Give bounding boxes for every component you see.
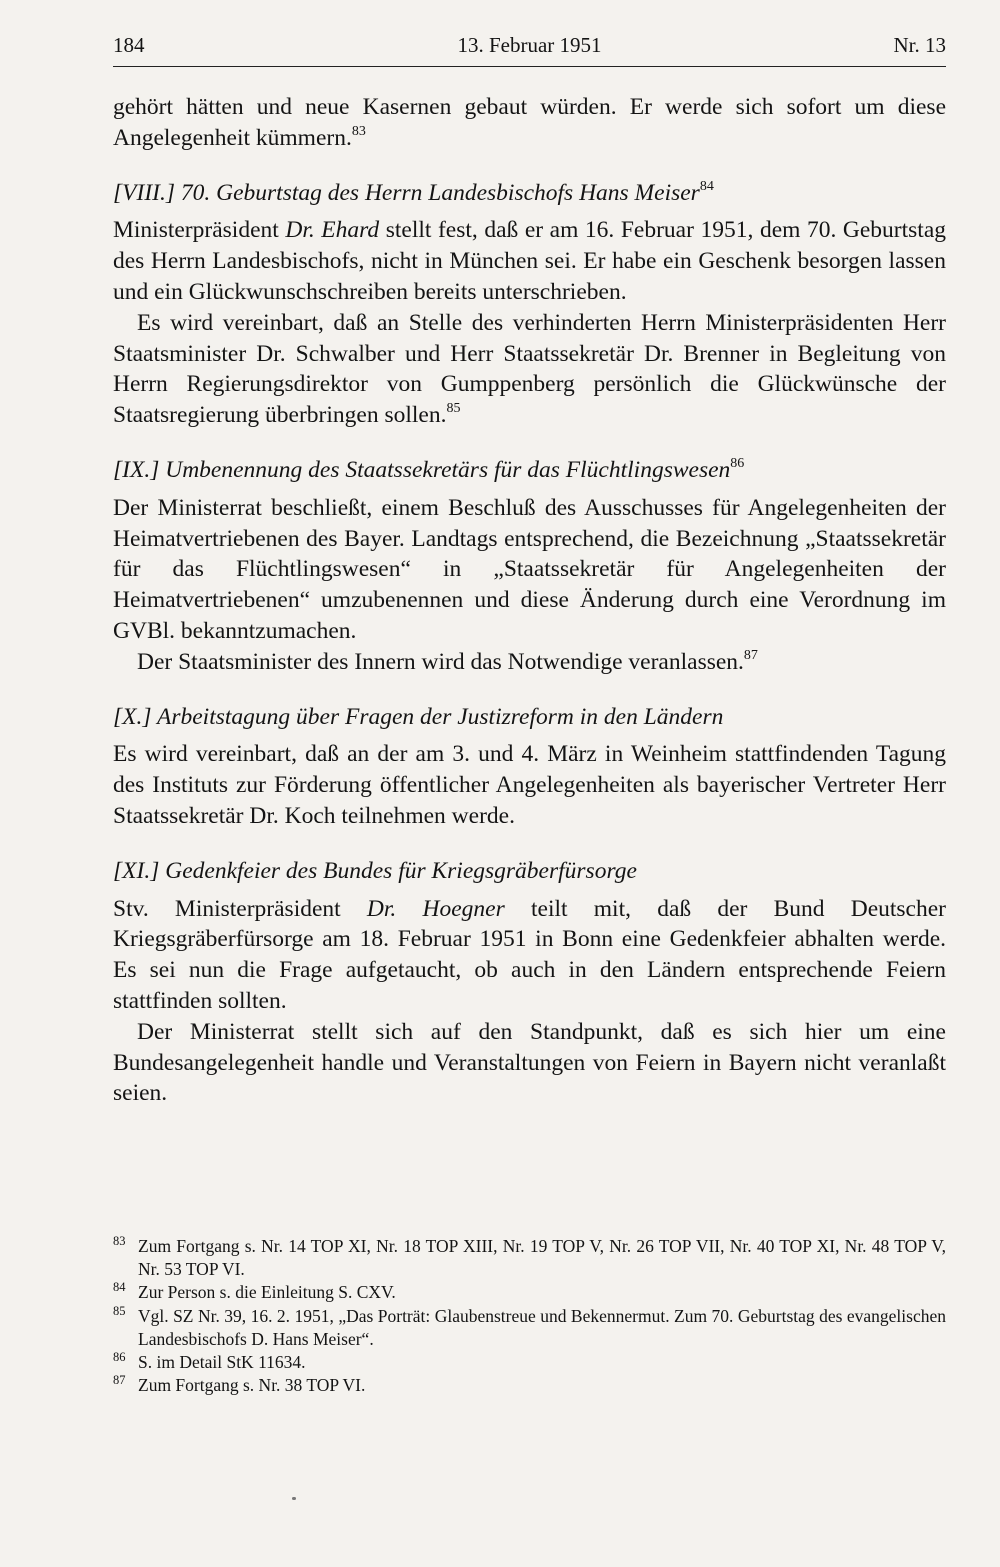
paragraph: Es wird vereinbart, daß an der am 3. und 4. März in Weinheim stattfindenden Tagung des Instituts zur Förderung öffentlicher Angelegenheiten als bayerischer Vertreter Herr Staatssekretär Dr. Koch teilnehmen werde. (113, 741, 946, 829)
footnote (113, 1351, 946, 1374)
paragraph: Der Ministerrat beschließt, einem Beschluß des Ausschusses für Angelegenheiten der Heimatvertriebenen des Bayer. Landtags entsprechend, die Bezeichnung „Staatssekretär für das Flüchtlingswesen“ in „Staatssekretär für Angelegenheiten der Heimatvertriebenen“ umzubenennen und diese Änderung durch eine Verordnung im GVBl. bekanntzumachen. (113, 494, 946, 644)
section-heading-xi: [XI.] Gedenkfeier des Bundes für Kriegsgräberfürsorge (113, 857, 637, 884)
running-header (113, 30, 946, 67)
paragraph: Ministerpräsident Dr. Ehard stellt fest, daß er am 16. Februar 1951, dem 70. Geburtstag des Herrn Landesbischofs, nicht in München sei. Er habe ein Geschenk besorgen lassen und ein Glückwunschschreiben bereits unterschrieben. (113, 217, 947, 305)
footnotes (113, 1235, 946, 1397)
footnote-number: 83 (113, 1234, 126, 1248)
footnote-ref[interactable]: 85 (446, 401, 461, 417)
section-heading-x: [X.] Arbeitstagung über Fragen der Justizreform in den Ländern (113, 703, 724, 730)
issue-number: Nr. 13 (893, 33, 946, 57)
paragraph: Es wird vereinbart, daß an Stelle des verhinderten Herrn Ministerpräsidenten Herr Staatsminister Dr. Schwalber und Herr Staatssekretär Dr. Brenner in Begleitung von Herrn Regierungsdirektor von Gumppenberg persönlich die Glückwünsche der Staatsregierung überbringen sollen.$^{85}$ (113, 309, 946, 429)
footnote-text: Zum Fortgang s. Nr. 38 TOP VI. (138, 1375, 366, 1396)
main-text (113, 92, 946, 1109)
paragraph: Der Staatsminister des Innern wird das Notwendige veranlassen.$^{87}$ (137, 647, 758, 675)
footnote-number: 86 (113, 1350, 126, 1365)
paragraph: gehört hätten und neue Kasernen gebaut würden. Er werde sich sofort um diese Angelegenheit kümmern.$^{83}$ (113, 94, 946, 151)
footnote (113, 1281, 946, 1304)
footnote-number: 85 (113, 1303, 126, 1318)
footnote-number: 84 (113, 1280, 126, 1295)
section-heading-ix: [IX.] Umbenennung des Staatssekretärs für das Flüchtlingswesen$^{86}$ (113, 455, 745, 483)
footnote (113, 1305, 946, 1351)
footnote-ref[interactable]: 84 (699, 178, 714, 194)
footnote-text: S. im Detail StK 11634. (138, 1352, 306, 1373)
footnote-ref[interactable]: 83 (351, 123, 366, 139)
header-date: 13. Februar 1951 (457, 33, 602, 57)
paper-speck (292, 1497, 296, 1500)
footnote-ref[interactable]: 87 (743, 647, 758, 663)
paragraph: Stv. Ministerpräsident Dr. Hoegner teilt mit, daß der Bund Deutscher Kriegsgräberfürsorge am 18. Februar 1951 in Bonn eine Gedenkfeier abhalten werde. Es sei nun die Frage aufgetaucht, ob auch in den Ländern entsprechende Feiern stattfinden sollten. (113, 895, 946, 1014)
footnote-text: Vgl. SZ Nr. 39, 16. 2. 1951, „Das Porträt: Glaubenstreue und Bekennermut. Zum 70. Geburtstag des evangelischen Landesbischofs D. Hans Meiser“. (138, 1305, 946, 1349)
paragraph: Der Ministerrat stellt sich auf den Standpunkt, daß es sich hier um eine Bundesangelegenheit handle und Veranstaltungen von Feiern in Bayern nicht veranlaßt seien. (113, 1018, 946, 1107)
footnote-number: 87 (113, 1373, 126, 1388)
footnote-text: Zur Person s. die Einleitung S. CXV. (138, 1282, 396, 1303)
footnote (113, 1374, 946, 1397)
footnote-text: Zum Fortgang s. Nr. 14 TOP XI, Nr. 18 TOP XIII, Nr. 19 TOP V, Nr. 26 TOP VII, Nr. 40 TOP XI, Nr. 48 TOP V, Nr. 53 TOP VI. (138, 1236, 946, 1280)
footnote (113, 1235, 946, 1281)
page-number: 184 (113, 33, 145, 57)
person-name: Dr. Hoegner (366, 895, 505, 922)
footnote-ref[interactable]: 86 (730, 455, 745, 471)
person-name: Dr. Ehard (285, 217, 380, 244)
section-heading-viii: [VIII.] 70. Geburtstag des Herrn Landesbischofs Hans Meiser$^{84}$ (113, 178, 714, 206)
